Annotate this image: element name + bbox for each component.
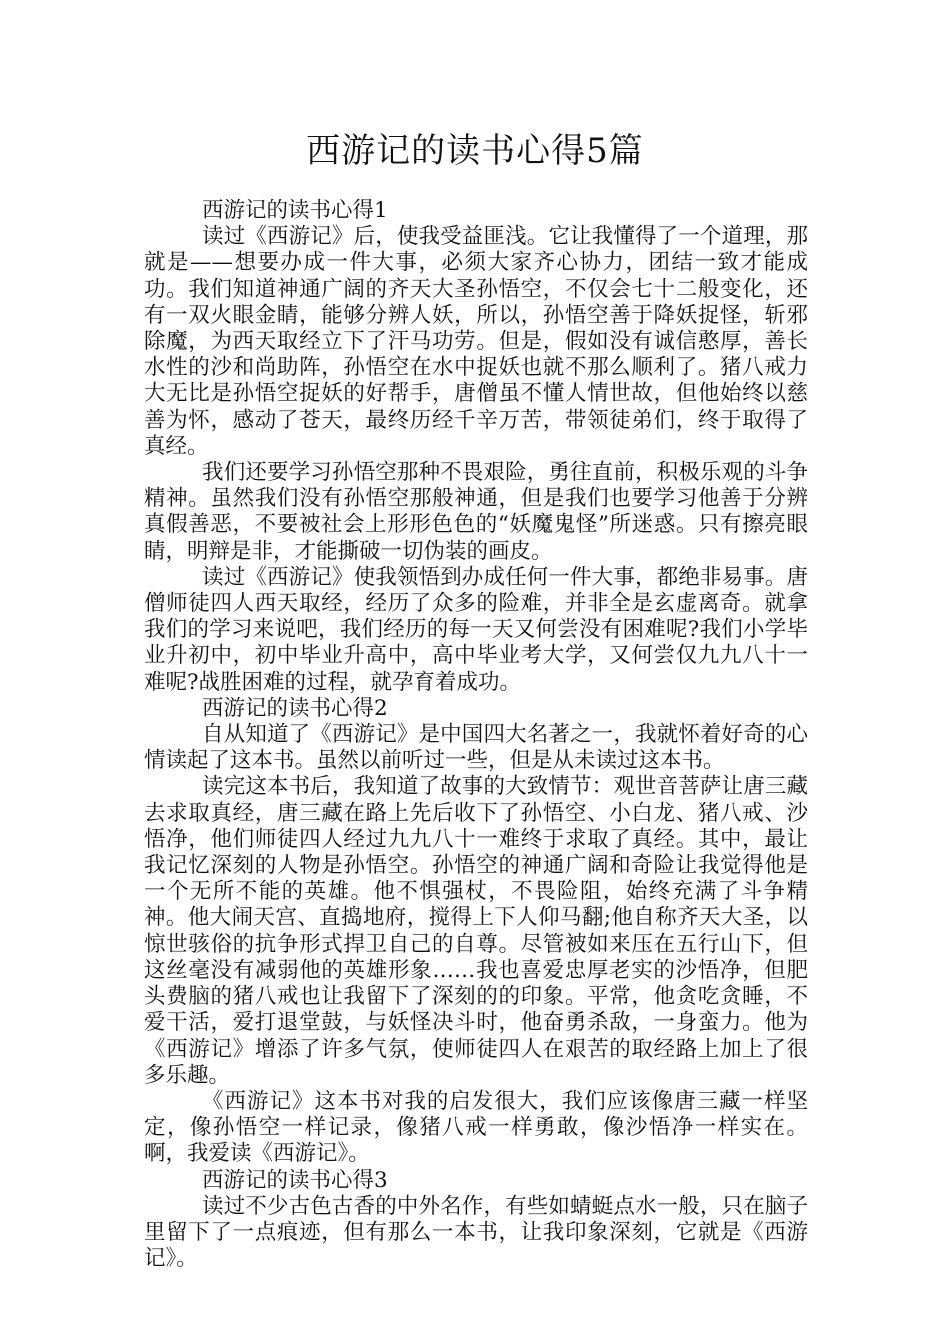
section-heading-1: 西游记的读书心得1 [202, 198, 388, 223]
paragraph: 自从知道了《西游记》是中国四大名著之一，我就怀着好奇的心情读起了这本书。虽然以前听过一些，但是从未读过这本书。 [144, 722, 808, 774]
section-heading-2: 西游记的读书心得2 [202, 695, 388, 721]
paragraph: 读过《西游记》使我领悟到办成任何一件大事，都绝非易事。唐僧师徒四人西天取经，经历了众多的险难，并非全是玄虚离奇。就拿我们的学习来说吧，我们经历的每一天又何尝没有困难呢?我们小学毕业升初中，初中毕业升高中，高中毕业考大学，又何尝仅九九八十一难呢?战胜困难的过程，就孕育着成功。 [144, 564, 808, 695]
paragraph: 我们还要学习孙悟空那种不畏艰险，勇往直前，积极乐观的斗争精神。虽然我们没有孙悟空那般神通，但是我们也要学习他善于分辨真假善恶，不要被社会上形形色色的“妖魔鬼怪”所迷惑。只有擦亮眼睛，明辩是非，才能撕破一切伪装的画皮。 [144, 460, 808, 564]
paragraph: 《西游记》这本书对我的启发很大，我们应该像唐三藏一样坚定，像孙悟空一样记录，像猪八戒一样勇敢，像沙悟净一样实在。啊，我爱读《西游记》。 [144, 1088, 808, 1167]
section-heading-3: 西游记的读书心得3 [202, 1167, 388, 1193]
document-title: 西游记的读书心得5篇 [306, 131, 644, 171]
paragraph: 读过不少古色古香的中外名作，有些如蜻蜓点水一般，只在脑子里留下了一点痕迹，但有那么一本书，让我印象深刻，它就是《西游记》。 [144, 1193, 808, 1272]
paragraph: 读过《西游记》后，使我受益匪浅。它让我懂得了一个道理，那就是——想要办成一件大事，必须大家齐心协力，团结一致才能成功。我们知道神通广阔的齐天大圣孙悟空，不仅会七十二般变化，还有一双火眼金睛，能够分辨人妖，所以，孙悟空善于降妖捉怪，斩邪除魔，为西天取经立下了汗马功劳。但是，假如没有诚信憨厚，善长水性的沙和尚助阵，孙悟空在水中捉妖也就不那么顺利了。猪八戒力大无比是孙悟空捉妖的好帮手，唐僧虽不懂人情世故，但他始终以慈善为怀，感动了苍天，最终历经千辛万苦，带领徒弟们，终于取得了真经。 [144, 224, 808, 459]
paragraph: 读完这本书后，我知道了故事的大致情节：观世音菩萨让唐三藏去求取真经，唐三藏在路上先后收下了孙悟空、小白龙、猪八戒、沙悟净，他们师徒四人经过九九八十一难终于求取了真经。其中，最让我记忆深刻的人物是孙悟空。孙悟空的神通广阔和奇险让我觉得他是一个无所不能的英雄。他不惧强杖，不畏险阻，始终充满了斗争精神。他大闹天宫、直捣地府，搅得上下人仰马翻;他自称齐天大圣，以惊世骇俗的抗争形式捍卫自己的自尊。尽管被如来压在五行山下，但这丝毫没有减弱他的英雄形象……我也喜爱忠厚老实的沙悟净，但肥头费脑的猪八戒也让我留下了深刻的的印象。平常，他贪吃贪睡，不爱干活，爱打退堂鼓，与妖怪决斗时，他奋勇杀敌，一身蛮力。他为《西游记》增添了许多气氛，使师徒四人在艰苦的取经路上加上了很多乐趣。 [144, 774, 808, 1088]
document-body [144, 198, 808, 1272]
